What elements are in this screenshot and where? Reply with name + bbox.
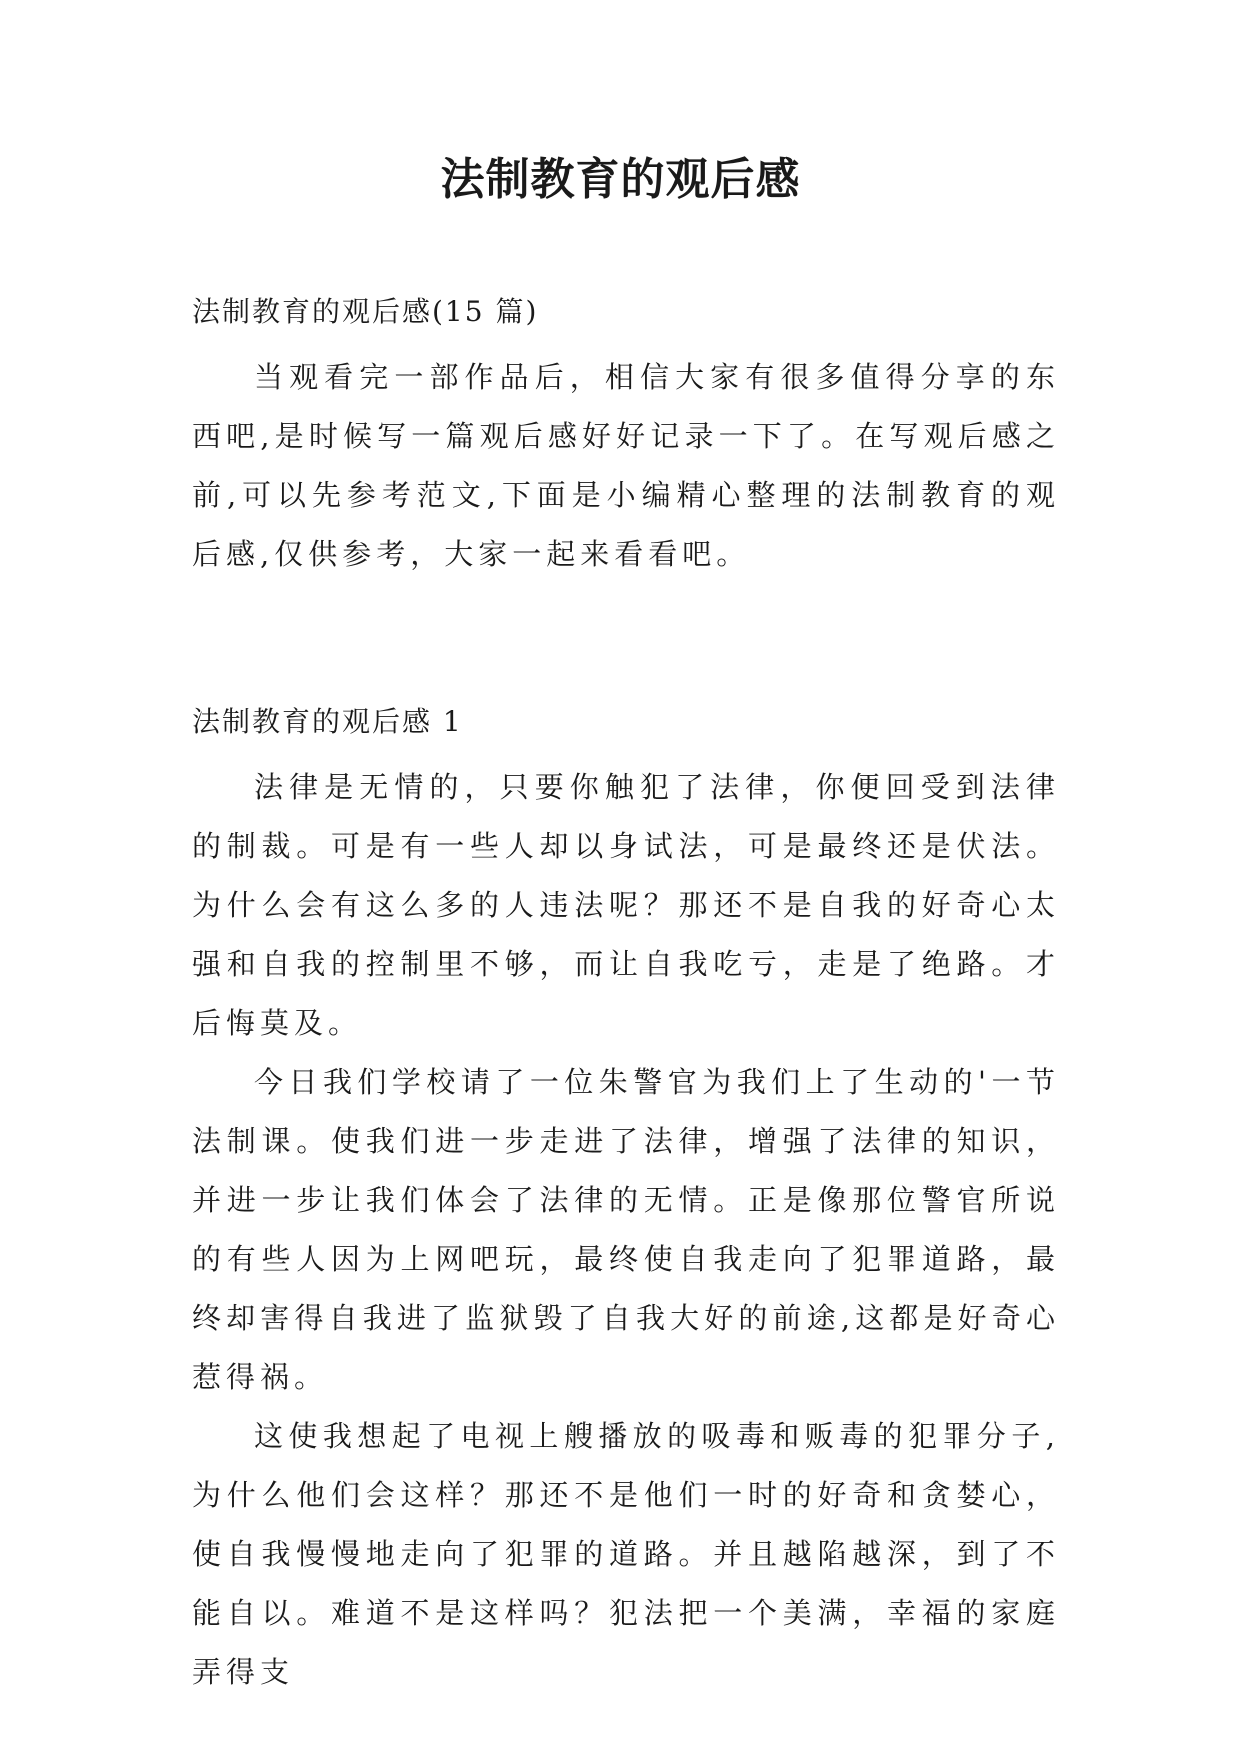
document-title: 法制教育的观后感 bbox=[440, 154, 801, 205]
intro-paragraph: 当观看完一部作品后，相信大家有很多值得分享的东西吧,是时候写一篇观后感好好记录一下了。在写观后感之前,可以先参考范文,下面是小编精心整理的法制教育的观后感,仅供参考，大家一起来看看吧。 bbox=[192, 360, 1060, 571]
section-paragraph: 今日我们学校请了一位朱警官为我们上了生动的'一节法制课。使我们进一步走进了法律，增强了法律的知识，并进一步让我们体会了法律的无情。正是像那位警官所说的有些人因为上网吧玩，最终使自我走向了犯罪道路，最终却害得自我进了监狱毁了自我大好的前途,这都是好奇心惹得祸。 bbox=[192, 1065, 1060, 1394]
section-paragraph: 法律是无情的，只要你触犯了法律，你便回受到法律的制裁。可是有一些人却以身试法，可是最终还是伏法。为什么会有这么多的人违法呢？那还不是自我的好奇心太强和自我的控制里不够，而让自我吃亏，走是了绝路。才后悔莫及。 bbox=[192, 770, 1060, 1040]
section-heading: 法制教育的观后感 1 bbox=[192, 705, 463, 738]
intro-heading: 法制教育的观后感(15 篇) bbox=[192, 295, 539, 328]
section-body bbox=[192, 758, 1060, 1702]
section-paragraph: 这使我想起了电视上艘播放的吸毒和贩毒的犯罪分子,为什么他们会这样？那还不是他们一时的好奇和贪婪心，使自我慢慢地走向了犯罪的道路。并且越陷越深，到了不能自以。难道不是这样吗？犯法把一个美满，幸福的家庭弄得支 bbox=[192, 1419, 1060, 1689]
